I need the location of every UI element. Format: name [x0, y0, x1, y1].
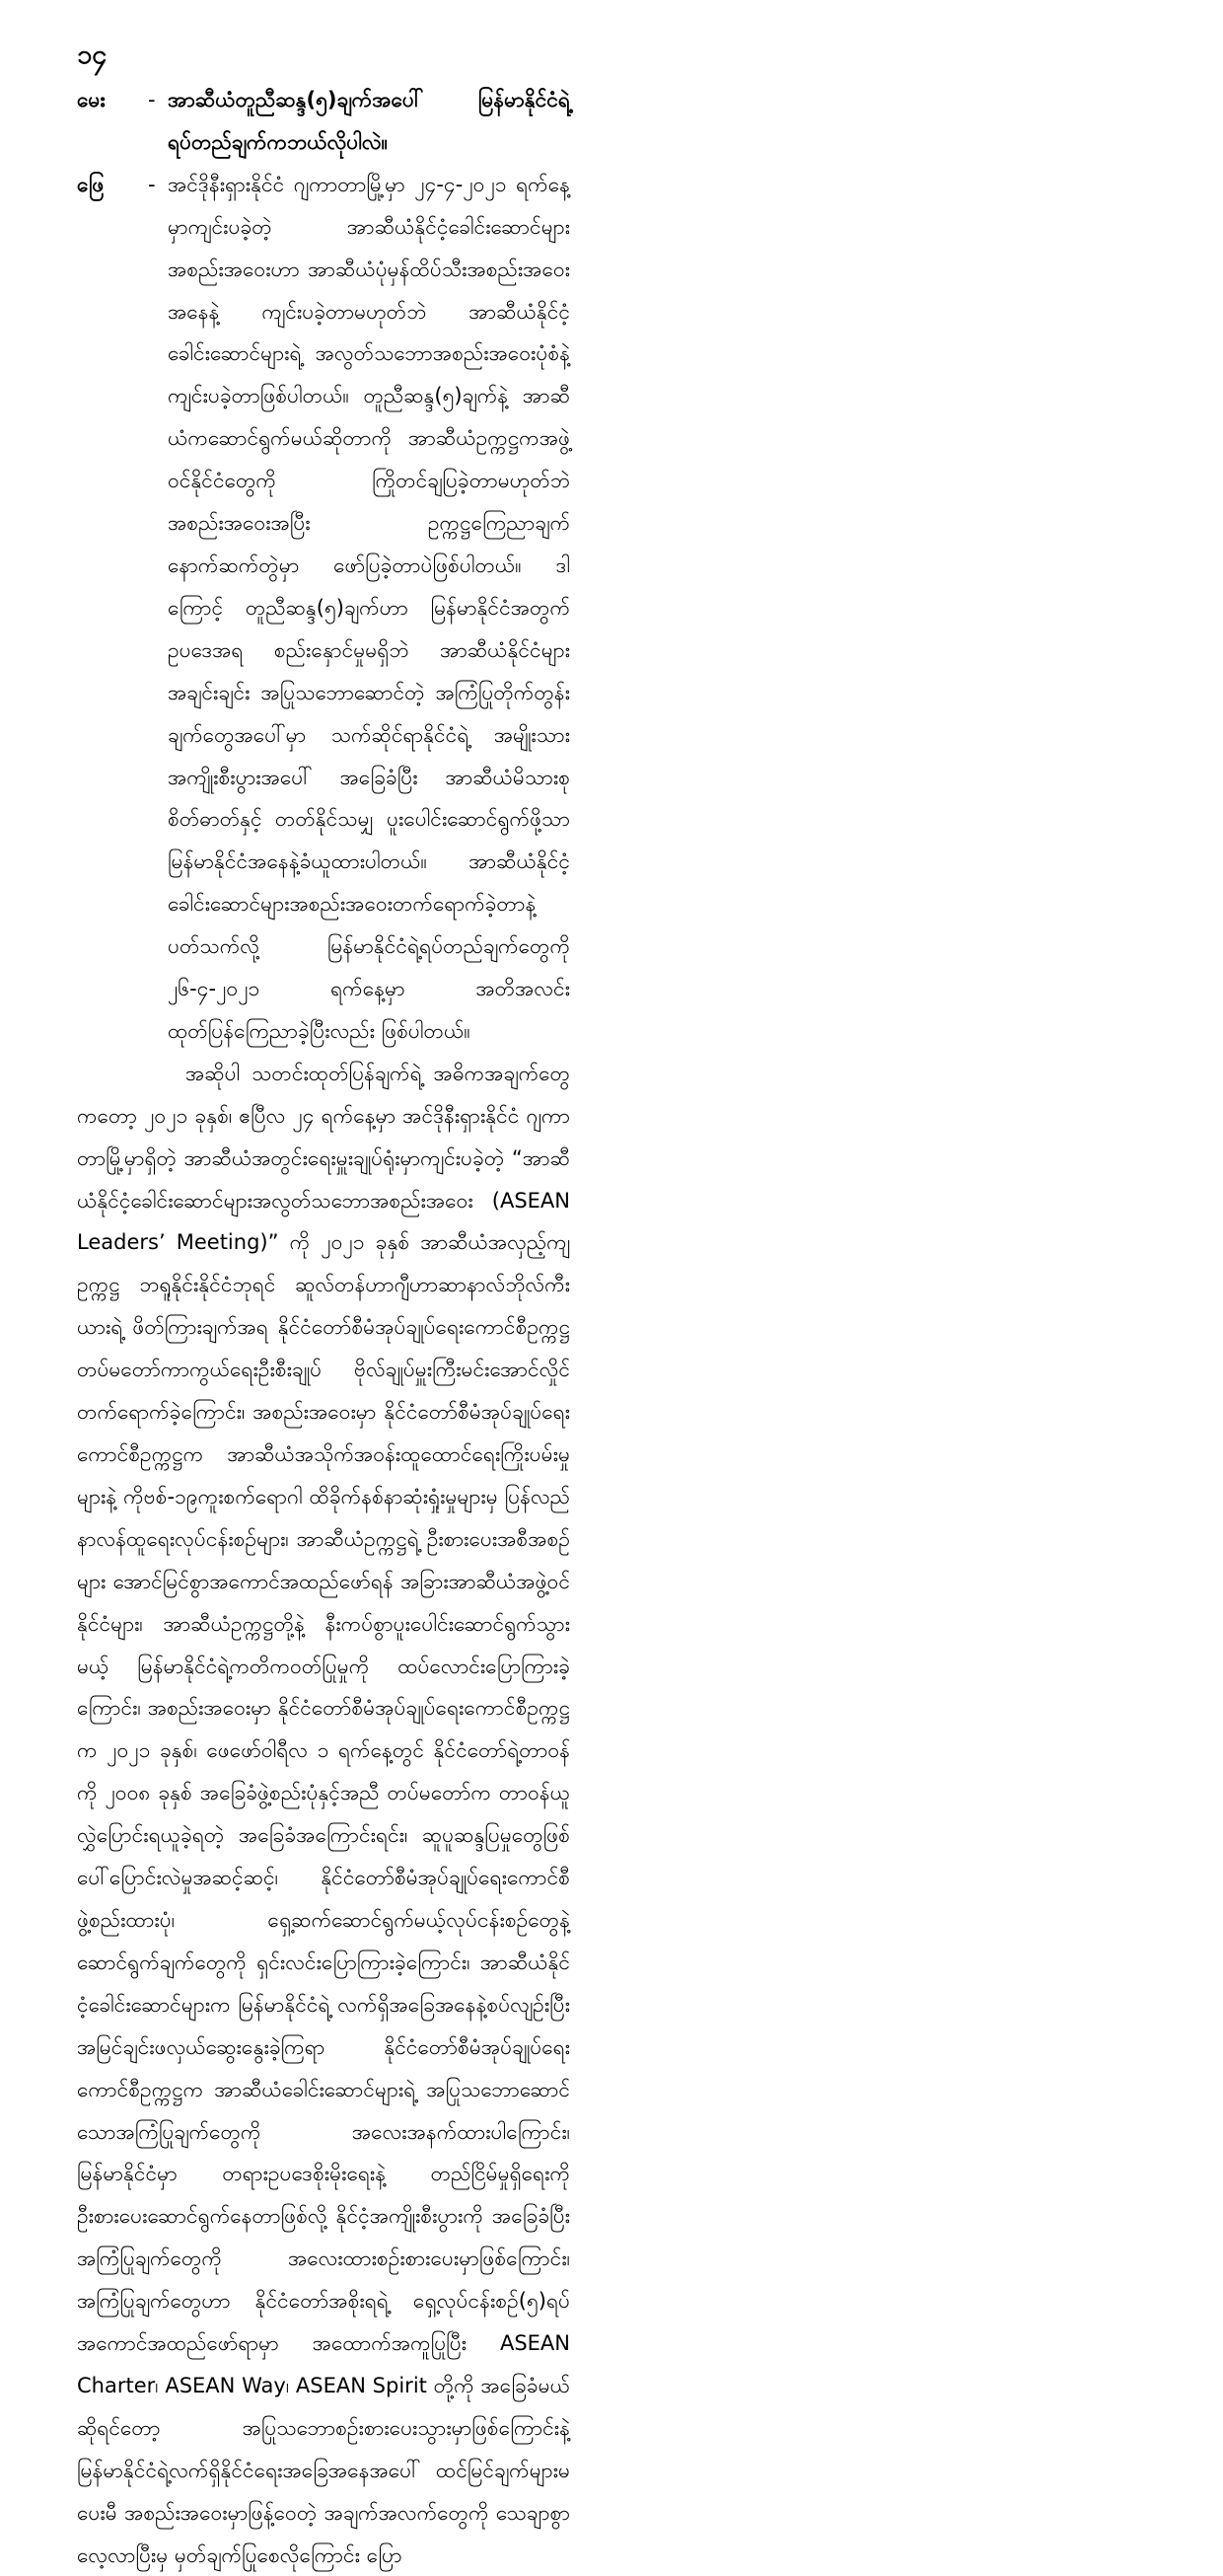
- answer-block: [77, 164, 570, 1053]
- answer-text: အင်ဒိုနီးရှားနိုင်ငံ ဂျကာတာမြို့မှာ ၂၄-၄-၂၀၂၁ ရက်နေ့မှာကျင်းပခဲ့တဲ့ အာဆီယံနိုင်ငံ့ခေါင်းဆောင်များအစည်းအဝေးဟာ အာဆီယံပုံမှန်ထိပ်သီးအစည်းအဝေးအနေနဲ့ ကျင်းပခဲ့တာမဟုတ်ဘဲ အာဆီယံနိုင်ငံ့ခေါင်းဆောင်များရဲ့ အလွတ်သဘောအစည်းအဝေးပုံစံနဲ့ကျင်းပခဲ့တာဖြစ်ပါတယ်။ တူညီဆန္ဒ(၅)ချက်နဲ့ အာဆီယံကဆောင်ရွက်မယ်ဆိုတာကို အာဆီယံဥက္ကဋ္ဌကအဖွဲ့ဝင်နိုင်ငံတွေကို ကြိုတင်ချပြခဲ့တာမဟုတ်ဘဲ အစည်းအဝေးအပြီး ဥက္ကဋ္ဌကြေညာချက်နောက်ဆက်တွဲမှာ ဖော်ပြခဲ့တာပဲဖြစ်ပါတယ်။ ဒါကြောင့် တူညီဆန္ဒ(၅)ချက်ဟာ မြန်မာနိုင်ငံအတွက် ဥပဒေအရ စည်းနှောင်မှုမရှိဘဲ အာဆီယံနိုင်ငံများအချင်းချင်း အပြုသဘောဆောင်တဲ့ အကြံပြုတိုက်တွန်းချက်တွေအပေါ်မှာ သက်ဆိုင်ရာနိုင်ငံရဲ့ အမျိုးသားအကျိုးစီးပွားအပေါ် အခြေခံပြီး အာဆီယံမိသားစုစိတ်ဓာတ်နှင့် တတ်နိုင်သမျှ ပူးပေါင်းဆောင်ရွက်ဖို့သာ မြန်မာနိုင်ငံအနေနဲ့ခံယူထားပါတယ်။ အာဆီယံနိုင်ငံ့ခေါင်းဆောင်များအစည်းအဝေးတက်ရောက်ခဲ့တာနဲ့ပတ်သက်လို့ မြန်မာနိုင်ငံရဲ့ရပ်တည်ချက်တွေကို ၂၆-၄-၂၀၂၁ ရက်နေ့မှာ အတိအလင်း ထုတ်ပြန်ကြေညာခဲ့ပြီးလည်း ဖြစ်ပါတယ်။: [168, 172, 570, 1043]
- left-column: [77, 79, 570, 2576]
- paragraph-2-text: အဆိုပါ သတင်းထုတ်ပြန်ချက်ရဲ့ အဓိကအချက်တွေကတော့ ၂၀၂၁ ခုနှစ်၊ ဧပြီလ ၂၄ ရက်နေ့မှာ အင်ဒိုနီးရှားနိုင်ငံ ဂျကာတာမြို့မှာရှိတဲ့ အာဆီယံအတွင်းရေးမှူးချုပ်ရုံးမှာကျင်းပခဲ့တဲ့ “အာဆီယံနိုင်ငံ့ခေါင်းဆောင်များအလွတ်သဘောအစည်းအဝေး (ASEAN Leaders’ Meeting)” ကို ၂၀၂၁ ခုနှစ် အာဆီယံအလှည့်ကျဥက္ကဋ္ဌ ဘရူနိုင်းနိုင်ငံဘုရင် ဆူလ်တန်ဟာဂျီဟာဆာနာလ်ဘိုလ်ကီးယားရဲ့ ဖိတ်ကြားချက်အရ နိုင်ငံတော်စီမံအုပ်ချုပ်ရေးကောင်စီဥက္ကဋ္ဌ တပ်မတော်ကာကွယ်ရေးဦးစီးချုပ် ဗိုလ်ချုပ်မှူးကြီးမင်းအောင်လှိုင် တက်ရောက်ခဲ့ကြောင်း၊ အစည်းအဝေးမှာ နိုင်ငံတော်စီမံအုပ်ချုပ်ရေးကောင်စီဥက္ကဋ္ဌက အာဆီယံအသိုက်အဝန်းထူထောင်ရေးကြိုးပမ်းမှုများနဲ့ ကိုဗစ်-၁၉ကူးစက်ရောဂါ ထိခိုက်နစ်နာဆုံးရှုံးမှုများမှ ပြန်လည်နာလန်ထူရေးလုပ်ငန်းစဉ်များ၊ အာဆီယံဥက္ကဋ္ဌရဲ့ ဦးစားပေးအစီအစဉ်များ အောင်မြင်စွာအကောင်အထည်ဖော်ရန် အခြားအာဆီယံအဖွဲ့ဝင်နိုင်ငံများ၊ အာဆီယံဥက္ကဋ္ဌတို့နဲ့ နီးကပ်စွာပူးပေါင်းဆောင်ရွက်သွားမယ့် မြန်မာနိုင်ငံရဲ့ကတိကဝတ်ပြုမှုကို ထပ်လောင်းပြောကြားခဲ့ကြောင်း၊ အစည်းအဝေးမှာ နိုင်ငံတော်စီမံအုပ်ချုပ်ရေးကောင်စီဥက္ကဋ္ဌက ၂၀၂၁ ခုနှစ်၊ ဖေဖော်ဝါရီလ ၁ ရက်နေ့တွင် နိုင်ငံတော်ရဲ့တာဝန်ကို ၂၀၀၈ ခုနှစ် အခြေခံဖွဲ့စည်းပုံနှင့်အညီ တပ်မတော်က တာဝန်ယူလွှဲပြောင်းရယူခဲ့ရတဲ့ အခြေခံအကြောင်းရင်း၊ ဆူပူဆန္ဒပြမှုတွေဖြစ်ပေါ်ပြောင်းလဲမှုအဆင့်ဆင့်၊ နိုင်ငံတော်စီမံအုပ်ချုပ်ရေးကောင်စီဖွဲ့စည်းထားပုံ၊ ရှေ့ဆက်ဆောင်ရွက်မယ့်လုပ်ငန်းစဉ်တွေနဲ့ ဆောင်ရွက်ချက်တွေကို ရှင်းလင်းပြောကြားခဲ့ကြောင်း၊ အာဆီယံနိုင်ငံ့ခေါင်းဆောင်များက မြန်မာနိုင်ငံရဲ့ လက်ရှိအခြေအနေနဲ့စပ်လျဉ်းပြီး အမြင်ချင်းဖလှယ်ဆွေးနွေးခဲ့ကြရာ နိုင်ငံတော်စီမံအုပ်ချုပ်ရေးကောင်စီဥက္ကဋ္ဌက အာဆီယံခေါင်းဆောင်များရဲ့ အပြုသဘောဆောင်သောအကြံပြုချက်တွေကို အလေးအနက်ထားပါကြောင်း၊ မြန်မာနိုင်ငံမှာ တရားဥပဒေစိုးမိုးရေးနဲ့ တည်ငြိမ်မှုရှိရေးကို ဦးစားပေးဆောင်ရွက်နေတာဖြစ်လို့ နိုင်ငံ့အကျိုးစီးပွားကို အခြေခံပြီး အကြံပြုချက်တွေကို အလေးထားစဉ်းစားပေးမှာဖြစ်ကြောင်း၊ အကြံပြုချက်တွေဟာ နိုင်ငံတော်အစိုးရရဲ့ ရှေ့လုပ်ငန်းစဉ်(၅)ရပ်အကောင်အထည်ဖော်ရာမှာ အထောက်အကူပြုပြီး ASEAN Charter၊ ASEAN Way၊ ASEAN Spirit တို့ကို အခြေခံမယ်ဆိုရင်တော့ အပြုသဘောစဉ်းစားပေးသွားမှာဖြစ်ကြောင်းနဲ့ မြန်မာနိုင်ငံရဲ့လက်ရှိနိုင်ငံရေးအခြေအနေအပေါ် ထင်မြင်ချက်များမပေးမီ အစည်းအဝေးမှာဖြန့်ဝေတဲ့ အချက်အလက်တွေကို သေချာစွာလေ့လာပြီးမှ မှတ်ချက်ပြုစေလိုကြောင်း ပြော: [77, 1061, 570, 2567]
- answer-separator: -: [148, 172, 156, 196]
- question-separator: -: [148, 88, 156, 111]
- answer-label: ဖြေ: [77, 172, 105, 196]
- question-text: အာဆီယံတူညီဆန္ဒ(၅)ချက်အပေါ် မြန်မာနိုင်ငံရဲ့ရပ်တည်ချက်ကဘယ်လိုပါလဲ။: [168, 88, 570, 154]
- question-block: [77, 79, 570, 164]
- question-label: မေး: [77, 88, 106, 111]
- page-number: ၁၄: [77, 39, 108, 70]
- paragraph-2: [77, 1053, 570, 2576]
